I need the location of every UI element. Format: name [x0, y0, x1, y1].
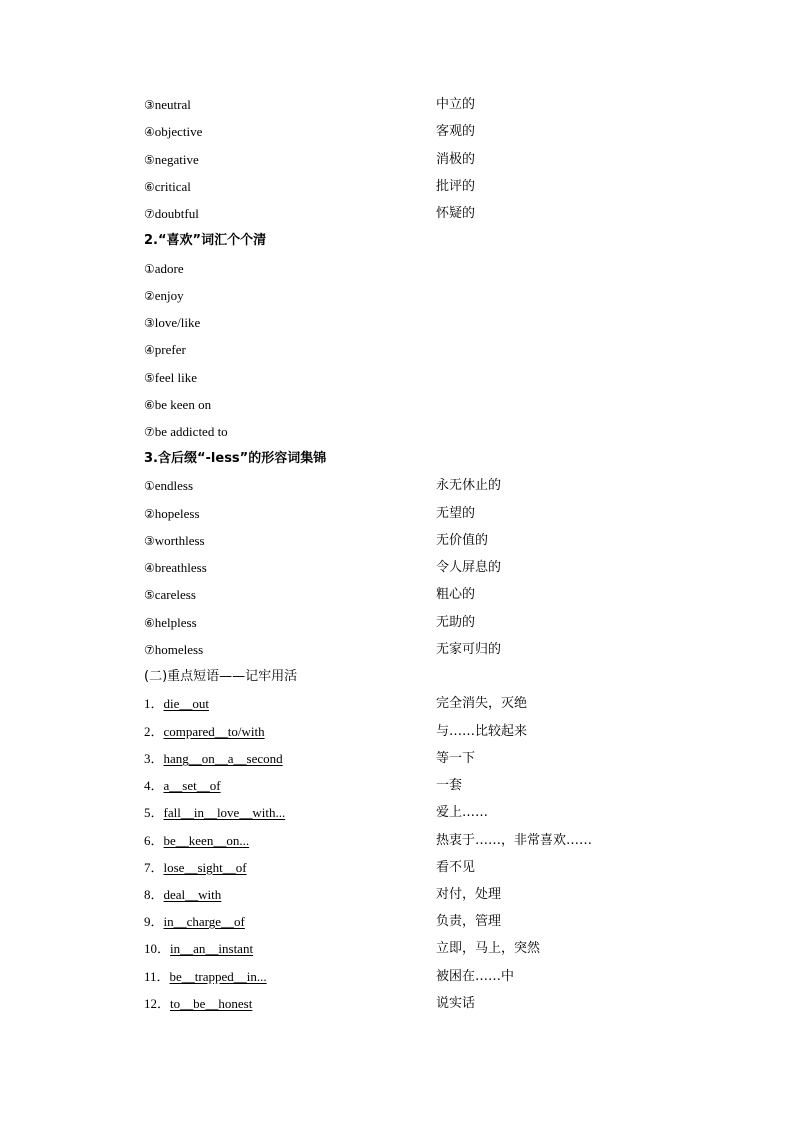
- word-en: ③love/like: [144, 315, 201, 330]
- word-en: ⑦homeless: [144, 642, 204, 657]
- phrase-row: [144, 831, 664, 851]
- word-zh: 无家可归的: [436, 642, 502, 657]
- phrase-row: [144, 858, 664, 878]
- phrase-meaning: 热衷于……，非常喜欢……: [436, 833, 593, 848]
- phrases-heading: (二)重点短语——记牢用活: [144, 669, 298, 684]
- phrase-answer: die__out: [163, 696, 210, 711]
- word-row: [144, 368, 664, 388]
- phrase-meaning: 对付，处理: [436, 887, 502, 902]
- phrase-row: [144, 776, 664, 796]
- phrase-row: [144, 803, 664, 823]
- phrase-number: 1．: [144, 696, 164, 711]
- phrase-answer: in__charge__of: [163, 914, 245, 929]
- section-heading: 3.含后缀“-less”的形容词集锦: [144, 451, 327, 466]
- phrase-answer: a__set__of: [163, 778, 221, 793]
- word-zh: 粗心的: [436, 587, 476, 602]
- word-zh: 消极的: [436, 152, 476, 167]
- phrase-number: 11．: [144, 969, 170, 984]
- word-row: [144, 504, 664, 524]
- word-row: [144, 476, 664, 496]
- phrase-answer: deal__with: [163, 887, 222, 902]
- word-row: [144, 395, 664, 415]
- word-en: ④objective: [144, 124, 203, 139]
- word-zh: 中立的: [436, 97, 476, 112]
- word-row: [144, 640, 664, 660]
- phrase-meaning: 爱上……: [436, 805, 489, 820]
- phrase-answer: hang__on__a__second: [163, 751, 283, 766]
- word-en: ⑥helpless: [144, 615, 197, 630]
- word-zh: 无望的: [436, 506, 476, 521]
- word-en: ⑤feel like: [144, 370, 197, 385]
- phrase-number: 6．: [144, 833, 164, 848]
- word-en: ⑤careless: [144, 587, 196, 602]
- word-en: ③neutral: [144, 97, 191, 112]
- phrase-row: [144, 939, 664, 959]
- phrase-answer: to__be__honest: [170, 996, 253, 1011]
- phrase-meaning: 立即，马上，突然: [436, 941, 541, 956]
- word-en: ⑦be addicted to: [144, 424, 228, 439]
- phrase-row: [144, 885, 664, 905]
- word-row: [144, 613, 664, 633]
- phrase-meaning: 与……比较起来: [436, 724, 528, 739]
- word-zh: 永无休止的: [436, 478, 502, 493]
- word-zh: 无助的: [436, 615, 476, 630]
- word-en: ②enjoy: [144, 288, 184, 303]
- word-en: ①adore: [144, 261, 184, 276]
- word-row: [144, 150, 664, 170]
- phrase-row: [144, 722, 664, 742]
- phrase-number: 9．: [144, 914, 164, 929]
- word-en: ①endless: [144, 478, 194, 493]
- phrase-answer: fall__in__love__with...: [163, 805, 286, 820]
- phrase-row: [144, 967, 664, 987]
- phrase-answer: in__an__instant: [170, 941, 254, 956]
- word-zh: 客观的: [436, 124, 476, 139]
- word-row: [144, 122, 664, 142]
- phrase-answer: be__trapped__in...: [169, 969, 267, 984]
- word-en: ⑦doubtful: [144, 206, 199, 221]
- phrase-number: 4．: [144, 778, 164, 793]
- word-zh: 无价值的: [436, 533, 489, 548]
- phrase-row: [144, 994, 664, 1014]
- word-row: [144, 531, 664, 551]
- phrase-meaning: 完全消失，灭绝: [436, 696, 528, 711]
- word-row: [144, 95, 664, 115]
- phrase-number: 7．: [144, 860, 164, 875]
- phrase-number: 5．: [144, 805, 164, 820]
- section-heading: 2.“喜欢”词汇个个清: [144, 233, 267, 248]
- word-row: [144, 422, 664, 442]
- phrase-row: [144, 749, 664, 769]
- word-en: ③worthless: [144, 533, 205, 548]
- word-row: [144, 340, 664, 360]
- word-en: ④prefer: [144, 342, 186, 357]
- phrase-number: 8．: [144, 887, 164, 902]
- word-zh: 怀疑的: [436, 206, 476, 221]
- word-row: [144, 585, 664, 605]
- phrase-meaning: 负责，管理: [436, 914, 502, 929]
- phrase-number: 12．: [144, 996, 171, 1011]
- phrase-row: [144, 912, 664, 932]
- phrase-meaning: 一套: [436, 778, 463, 793]
- word-en: ⑥critical: [144, 179, 191, 194]
- phrase-meaning: 被困在……中: [436, 969, 515, 984]
- phrase-answer: compared__to/with: [163, 724, 265, 739]
- word-row: [144, 286, 664, 306]
- word-zh: 令人屏息的: [436, 560, 502, 575]
- phrase-meaning: 说实话: [436, 996, 476, 1011]
- word-row: [144, 558, 664, 578]
- word-en: ⑥be keen on: [144, 397, 212, 412]
- word-row: [144, 259, 664, 279]
- phrase-number: 2．: [144, 724, 164, 739]
- phrase-answer: lose__sight__of: [163, 860, 247, 875]
- word-zh: 批评的: [436, 179, 476, 194]
- phrase-meaning: 看不见: [436, 860, 476, 875]
- phrase-number: 3．: [144, 751, 164, 766]
- word-row: [144, 177, 664, 197]
- word-row: [144, 204, 664, 224]
- word-en: ④breathless: [144, 560, 207, 575]
- phrase-meaning: 等一下: [436, 751, 476, 766]
- word-en: ②hopeless: [144, 506, 200, 521]
- phrase-row: [144, 694, 664, 714]
- word-en: ⑤negative: [144, 152, 199, 167]
- phrase-number: 10．: [144, 941, 171, 956]
- phrase-answer: be__keen__on...: [163, 833, 250, 848]
- word-row: [144, 313, 664, 333]
